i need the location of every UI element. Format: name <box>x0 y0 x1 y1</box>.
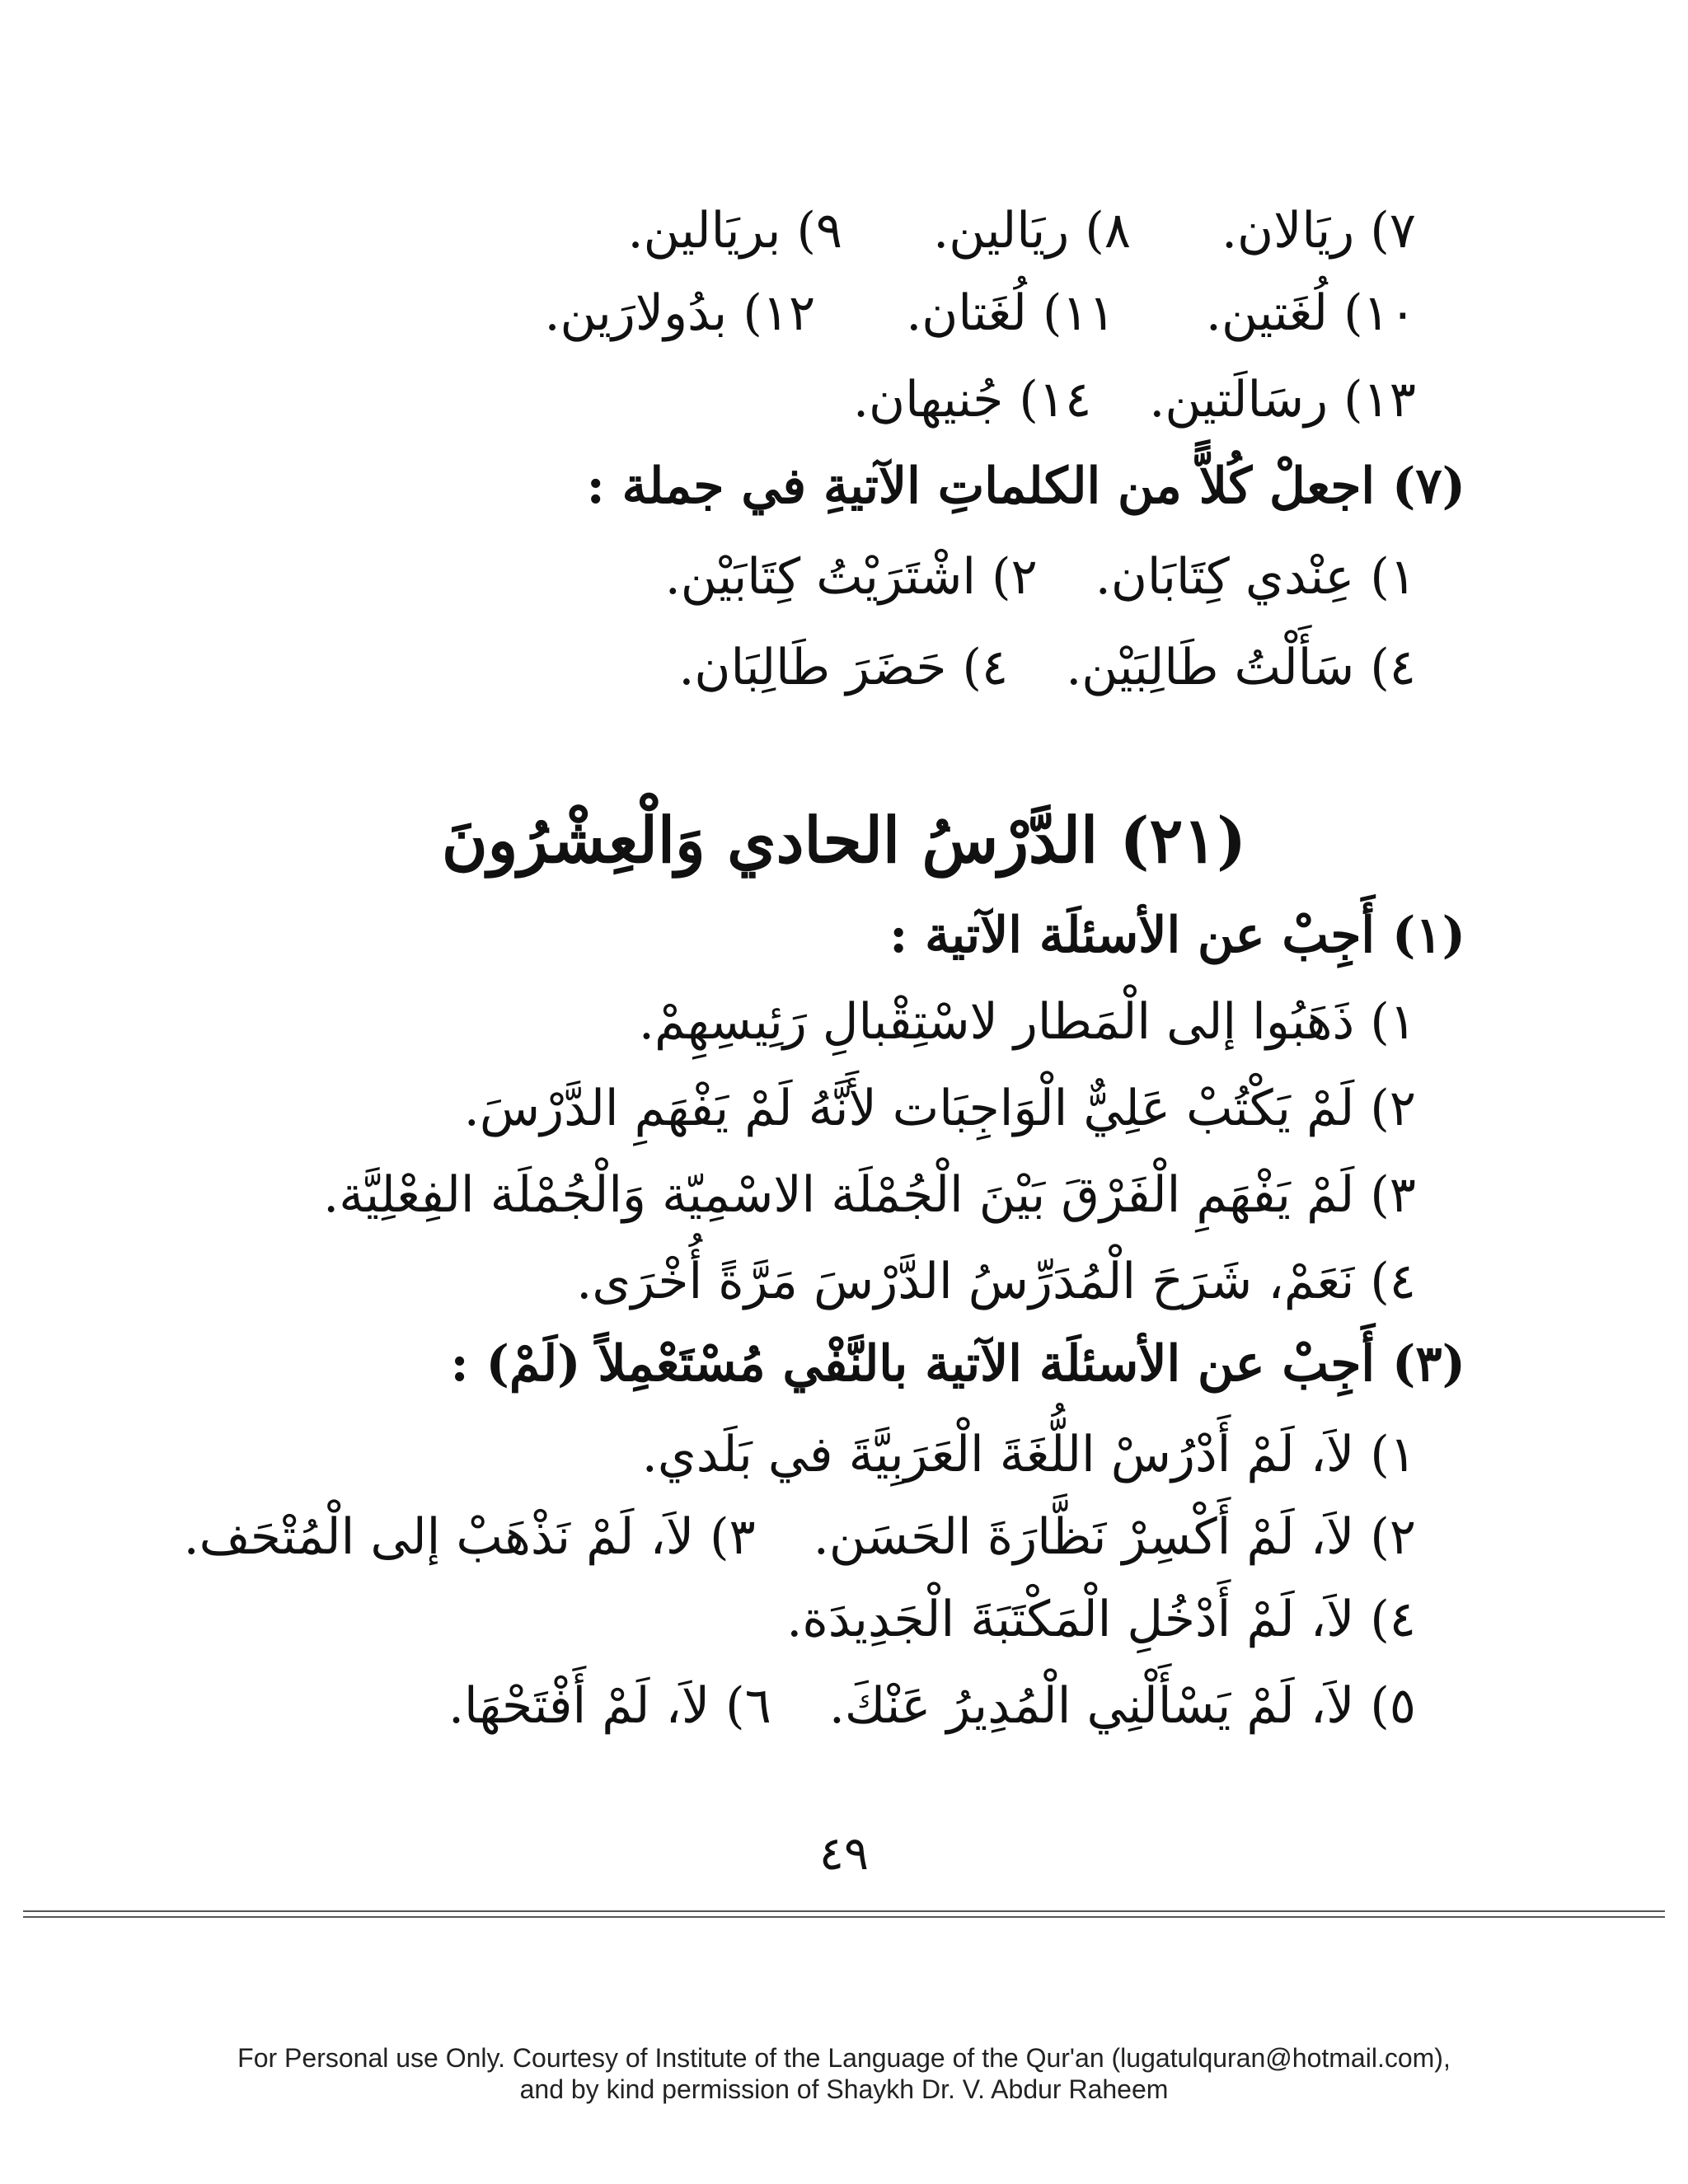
answer-item: ٢) لاَ، لَمْ أَكْسِرْ نَظَّارَةَ الحَسَن. <box>813 1508 1416 1566</box>
answer-item: ٢) اشْتَرَيْتُ كِتَابَيْن. <box>664 548 1038 606</box>
answer-item: ٣) لاَ، لَمْ نَذْهَبْ إلى الْمُتْحَف. <box>183 1508 756 1566</box>
footer-divider <box>23 1910 1665 1912</box>
answer-row <box>544 280 1416 346</box>
exercise-heading: (٣) أَجِبْ عن الأسئلَة الآتية بالنَّفْي مُسْتَعْمِلاً (لَمْ) : <box>450 1335 1465 1393</box>
answer-item: ١٢) بدُولارَين. <box>544 284 816 342</box>
answer-item: ١١) لُغَتان. <box>906 284 1115 342</box>
answer-row <box>853 367 1416 433</box>
answer-row <box>184 1504 1416 1570</box>
answer-line: ١) ذَهَبُوا إلى الْمَطار لاسْتِقْبالِ رَئِيسِهِمْ. <box>638 993 1416 1051</box>
answer-line: ٢) لَمْ يَكْتُبْ عَلِيٌّ الْوَاجِبَات لأَنَّهُ لَمْ يَفْهَمِ الدَّرْسَ. <box>463 1080 1416 1137</box>
answer-item: ٨) ريَالين. <box>933 202 1131 260</box>
answer-line: ٣) لَمْ يَفْهَمِ الْفَرْقَ بَيْنَ الْجُمْلَة الاسْمِيّة وَالْجُمْلَة الفِعْلِيَّة. <box>323 1166 1416 1224</box>
answer-item: ٩) بريَالين. <box>627 202 843 260</box>
answer-item: ٦) لاَ، لَمْ أَفْتَحْهَا. <box>448 1677 771 1735</box>
answer-item: ٤) حَضَرَ طَالِبَان. <box>678 639 1009 696</box>
answer-line: ٤) لاَ، لَمْ أَدْخُلِ الْمَكْتَبَةَ الْجَدِيدَة. <box>786 1591 1416 1648</box>
page-number: ٤٩ <box>818 1827 870 1881</box>
lesson-title: (٢١) الدَّرْسُ الحادي وَالْعِشْرُونَ <box>441 804 1247 877</box>
answer-line: ٤) نَعَمْ، شَرَحَ الْمُدَرِّسُ الدَّرْسَ مَرَّةً أُخْرَى. <box>576 1253 1416 1310</box>
answer-row <box>448 1673 1416 1739</box>
answer-item: ١٠) لُغَتين. <box>1205 284 1416 342</box>
exercise-heading: (٧) اجعلْ كُلاًّ من الكلماتِ الآتيةِ في جملة : <box>586 457 1465 515</box>
answer-item: ١) عِنْدي كِتَابَان. <box>1095 548 1416 606</box>
footer-line: For Personal use Only. Courtesy of Institute of the Language of the Qur'an (lugatulquran@hotmail.com), <box>237 2043 1451 2073</box>
exercise-heading: (١) أَجِبْ عن الأسئلَة الآتية : <box>889 907 1465 964</box>
answer-line: ١) لاَ، لَمْ أَدْرُسْ اللُّغَةَ الْعَرَبِيَّةَ في بَلَدي. <box>641 1426 1416 1483</box>
answer-item: ١٤) جُنيهان. <box>852 371 1092 429</box>
answer-item: ٤) سَأَلْتُ طَالِبَيْن. <box>1066 639 1416 696</box>
answer-row <box>678 635 1416 701</box>
answer-item: ٥) لاَ، لَمْ يَسْأَلْنِي الْمُدِيرُ عَنْكَ. <box>828 1677 1416 1735</box>
answer-item: ٧) ريَالان. <box>1221 202 1416 260</box>
footer-divider <box>23 1916 1665 1918</box>
answer-row <box>665 544 1416 610</box>
answer-item: ١٣) رسَالَتين. <box>1149 371 1416 429</box>
footer-line: and by kind permission of Shaykh Dr. V. Abdur Raheem <box>519 2074 1169 2104</box>
answer-row <box>628 198 1416 264</box>
